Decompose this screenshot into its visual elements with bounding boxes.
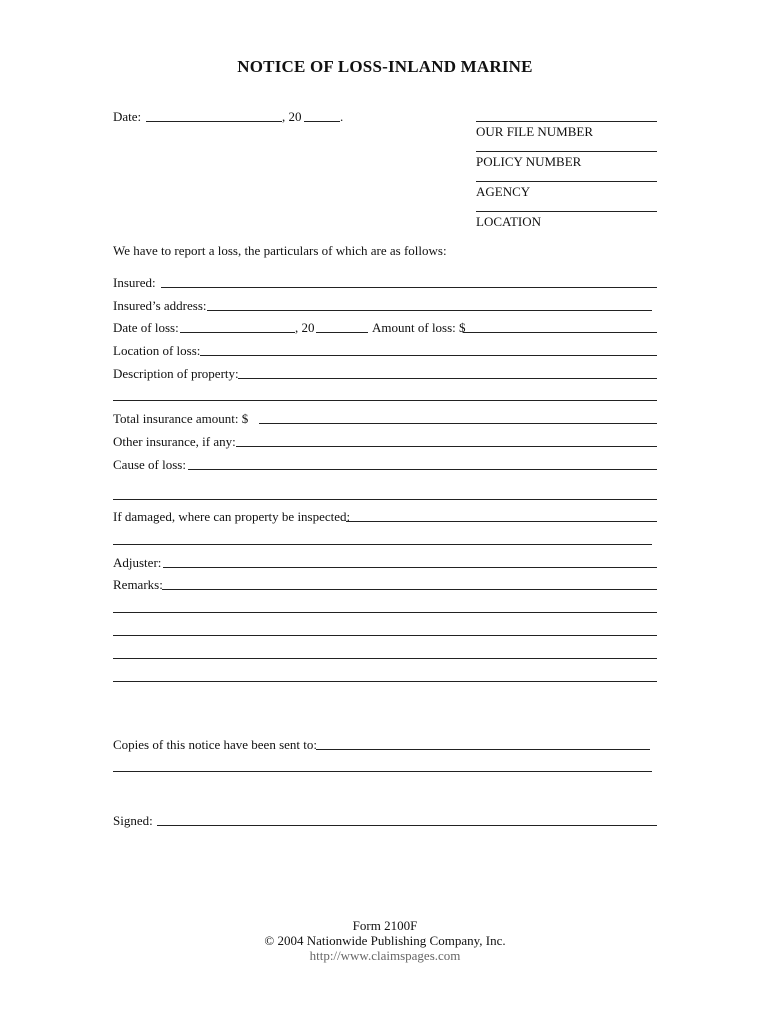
footer-url: http://www.claimspages.com [309, 948, 461, 963]
total-insurance-amount-label: Total insurance amount: $ [113, 411, 249, 426]
date-field-line[interactable] [146, 121, 282, 122]
signature-field-line[interactable] [157, 825, 657, 826]
amount-of-loss-label: Amount of loss: $ [372, 320, 466, 335]
description-of-property-field-line[interactable] [238, 378, 657, 379]
date-of-loss-label: Date of loss: [113, 320, 179, 335]
date-of-loss-year-prefix: , 20 [295, 320, 315, 335]
description-of-property-label: Description of property: [113, 366, 239, 381]
signed-label: Signed: [113, 813, 153, 828]
adjuster-label: Adjuster: [113, 555, 162, 570]
form-number: Form 2100F [352, 918, 418, 933]
inspection-location-label: If damaged, where can property be inspected: [113, 509, 351, 524]
file-number-label: OUR FILE NUMBER [476, 124, 594, 139]
date-label: Date: [113, 109, 142, 124]
location-of-loss-label: Location of loss: [113, 343, 201, 358]
inspection-location-field-line-2[interactable] [113, 544, 652, 545]
copies-sent-label: Copies of this notice have been sent to: [113, 737, 317, 752]
amount-of-loss-field-line[interactable] [463, 332, 657, 333]
date-of-loss-field-line[interactable] [180, 332, 295, 333]
adjuster-field-line[interactable] [163, 567, 657, 568]
remarks-field-line-4[interactable] [113, 658, 657, 659]
date-of-loss-year-field-line[interactable] [316, 332, 368, 333]
insured-address-label: Insured’s address: [113, 298, 207, 313]
total-insurance-amount-field-line[interactable] [259, 423, 657, 424]
description-of-property-field-line-2[interactable] [113, 400, 657, 401]
cause-of-loss-label: Cause of loss: [113, 457, 186, 472]
form-title: NOTICE OF LOSS-INLAND MARINE [237, 57, 533, 76]
cause-of-loss-field-line[interactable] [188, 469, 657, 470]
remarks-field-line-3[interactable] [113, 635, 657, 636]
copyright-notice: © 2004 Nationwide Publishing Company, Inc. [264, 933, 506, 948]
file-number-field-line[interactable] [476, 121, 657, 122]
intro-text: We have to report a loss, the particulars of which are as follows: [113, 243, 447, 258]
remarks-field-line-2[interactable] [113, 612, 657, 613]
remarks-field-line-5[interactable] [113, 681, 657, 682]
location-field-line[interactable] [476, 211, 657, 212]
other-insurance-label: Other insurance, if any: [113, 434, 236, 449]
copies-sent-field-line-2[interactable] [113, 771, 652, 772]
footer [0, 918, 770, 963]
date-year-field-line[interactable] [304, 121, 340, 122]
cause-of-loss-field-line-2[interactable] [113, 499, 657, 500]
policy-number-label: POLICY NUMBER [476, 154, 582, 169]
inspection-location-field-line[interactable] [346, 521, 657, 522]
insured-field-line[interactable] [161, 287, 657, 288]
remarks-field-line[interactable] [162, 589, 657, 590]
insured-address-field-line[interactable] [207, 310, 652, 311]
policy-number-field-line[interactable] [476, 151, 657, 152]
agency-label: AGENCY [476, 184, 531, 199]
agency-field-line[interactable] [476, 181, 657, 182]
location-of-loss-field-line[interactable] [200, 355, 657, 356]
remarks-label: Remarks: [113, 577, 163, 592]
date-period: . [340, 109, 344, 124]
copies-sent-field-line[interactable] [316, 749, 650, 750]
date-year-prefix: , 20 [282, 109, 302, 124]
insured-label: Insured: [113, 275, 156, 290]
other-insurance-field-line[interactable] [236, 446, 657, 447]
location-label: LOCATION [476, 214, 541, 229]
